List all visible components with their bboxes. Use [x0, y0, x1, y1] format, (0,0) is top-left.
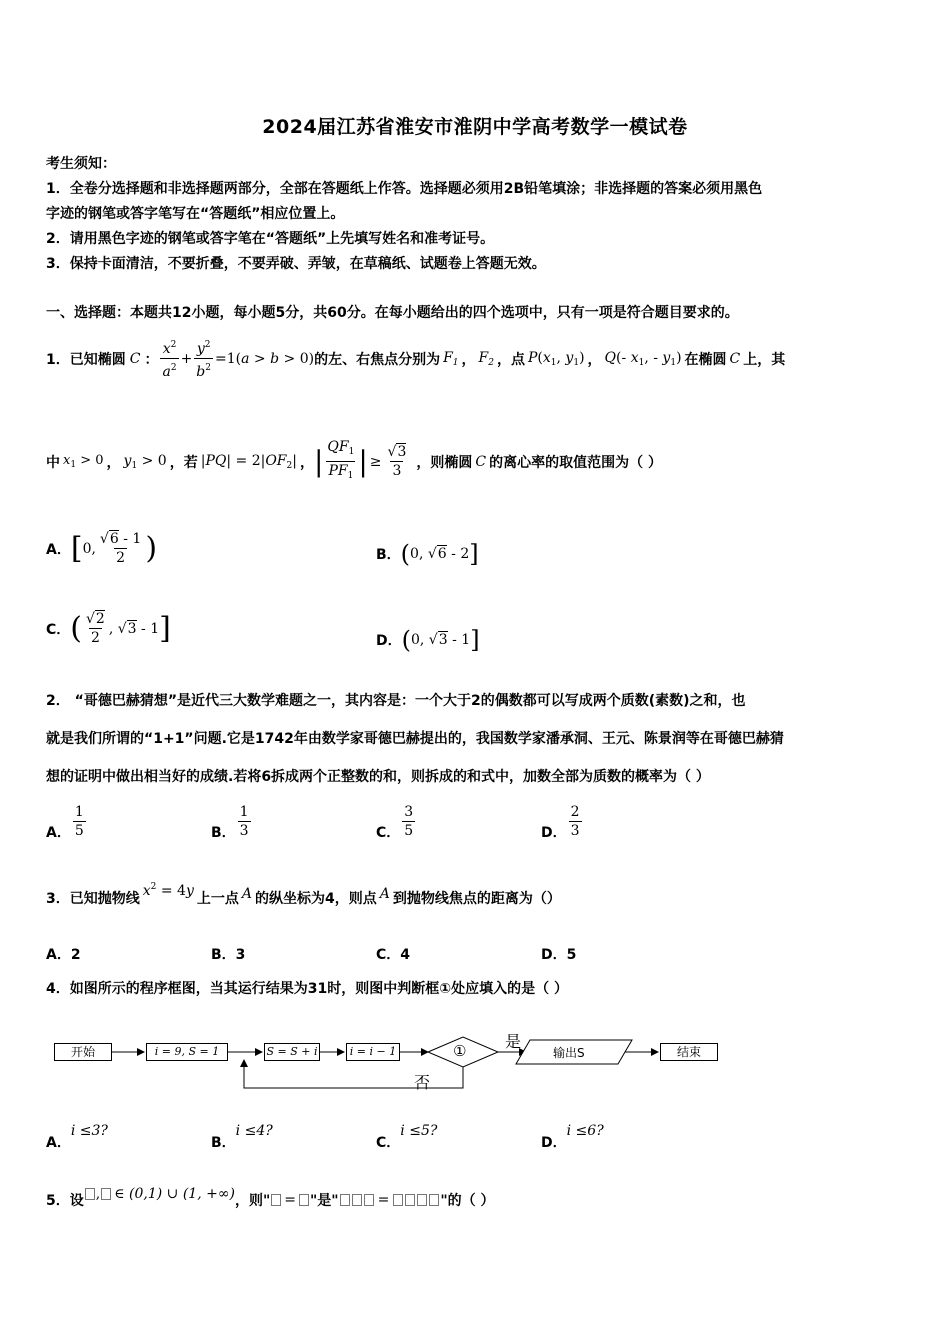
q3-option-b[interactable]: B．3	[211, 947, 246, 963]
flow-no-label: 否	[414, 1073, 431, 1092]
missing-glyph-icon	[352, 1194, 362, 1206]
q1-text-1: 1．已知椭圆	[46, 351, 126, 368]
notice-item-1b: 字迹的钢笔或答字笔写在“答题纸”相应位置上。	[46, 206, 345, 222]
missing-glyph-icon	[299, 1194, 309, 1206]
q1-text-2: 的左、右焦点分别为	[314, 351, 441, 368]
flow-yes-label: 是	[505, 1032, 522, 1051]
notice-heading: 考生须知：	[46, 156, 116, 172]
q2-option-b[interactable]: B． $\frac{1}{3}$	[211, 803, 249, 841]
flow-condition-label: ①	[453, 1042, 467, 1060]
section-heading: 一、选择题：本题共12小题，每小题5分，共60分。在每小题给出的四个选项中，只有一项是符合题目要求的。	[46, 305, 739, 321]
missing-glyph-icon	[271, 1194, 281, 1206]
q1-frac-x: $\frac{x^2}{a^2}$	[162, 340, 177, 380]
q1-text-3: ，点	[496, 351, 525, 368]
q2-option-a[interactable]: A． $\frac{1}{5}$	[46, 803, 84, 841]
flow-init: i = 9, S = 1	[146, 1043, 228, 1061]
flow-step-decrement: i = i − 1	[346, 1043, 400, 1061]
q4-option-d[interactable]: D．i ≤6?	[541, 1123, 604, 1151]
flow-end: 结束	[660, 1043, 718, 1061]
question-2-line-3: 想的证明中做出相当好的成绩.若将6拆成两个正整数的和，则拆成的和式中，加数全部为质数的概率为（ ）	[46, 769, 710, 785]
q2-option-d[interactable]: D． $\frac{2}{3}$	[541, 803, 580, 841]
q1-frac-y: $\frac{y^2}{b^2}$	[196, 340, 211, 380]
question-5: 5．设 , ∈ (0,1) ∪ (1, +∞) ，则" = "是" = "的（ ）	[46, 1186, 495, 1209]
q1-text-8: ，则椭圆	[416, 454, 473, 471]
q1-text-5: 上，其	[743, 351, 786, 368]
q1-ellipse-c: C	[129, 350, 141, 367]
q3-option-a[interactable]: A．2	[46, 947, 81, 963]
flow-step-sum: S = S + i	[264, 1043, 320, 1061]
missing-glyph-icon	[429, 1194, 439, 1206]
missing-glyph-icon	[101, 1188, 111, 1200]
notice-item-2: 2．请用黑色字迹的钢笔或答字笔在“答题纸”上先填写姓名和准考证号。	[46, 231, 495, 247]
q1-option-b[interactable]: B． ( 0, √6 - 2 ]	[376, 540, 479, 568]
question-4: 4．如图所示的程序框图，当其运行结果为31时，则图中判断框①处应填入的是（ ）	[46, 981, 568, 997]
q4-option-c[interactable]: C．i ≤5?	[376, 1123, 438, 1151]
missing-glyph-icon	[85, 1188, 95, 1200]
q3-option-c[interactable]: C．4	[376, 947, 411, 963]
flow-output-label: 输出S	[553, 1046, 585, 1060]
q1-text-4: 在椭圆	[684, 351, 727, 368]
question-2-line-2: 就是我们所谓的“1+1”问题.它是1742年由数学家哥德巴赫提出的，我国数学家潘承洞、王元、陈景润等在哥德巴赫猜	[46, 731, 784, 747]
q3-option-d[interactable]: D．5	[541, 947, 577, 963]
missing-glyph-icon	[405, 1194, 415, 1206]
q1-equation-rhs: =1(a > b > 0)	[215, 350, 315, 367]
question-2-line-1: 2． “哥德巴赫猜想”是近代三大数学难题之一，其内容是：一个大于2的偶数都可以写成两个质数(素数)之和，也	[46, 693, 746, 709]
q1-text-6: 中	[46, 454, 60, 471]
q1-text-7: ，若	[169, 454, 198, 471]
flowchart-lines	[0, 1020, 950, 1100]
question-1-line-1: 1．已知椭圆 C ： $\frac{x^2}{a^2}$ + $\frac{y^2}{b^2}$ =1(a > b > 0) 的左、右焦点分别为 $F_1$ ， $F_2$ ，点 $P(x_1$, $y_1$) ， Q(- $x_1$, - $y_1$) 在椭圆 C 上，其	[46, 336, 785, 381]
flowchart	[0, 1020, 950, 1100]
page-title: 2024届江苏省淮安市淮阴中学高考数学一模试卷	[262, 116, 688, 138]
missing-glyph-icon	[340, 1194, 350, 1206]
q4-option-b[interactable]: B．i ≤4?	[211, 1123, 273, 1151]
flow-start: 开始	[54, 1043, 112, 1061]
question-3: 3．已知抛物线 $x^2 = 4y$ 上一点 A 的纵坐标为4，则点 A 到抛物线焦点的距离为（）	[46, 881, 561, 907]
missing-glyph-icon	[417, 1194, 427, 1206]
q1-text-9: 的离心率的取值范围为（ ）	[489, 454, 662, 471]
missing-glyph-icon	[393, 1194, 403, 1206]
q1-option-c[interactable]: C． ( $\frac{√2}{2}$ , √3 - 1 ]	[46, 611, 171, 646]
notice-item-1a: 1．全卷分选择题和非选择题两部分，全部在答题纸上作答。选择题必须用2B铅笔填涂；非选择题的答案必须用黑色	[46, 181, 763, 197]
q2-option-c[interactable]: C． $\frac{3}{5}$	[376, 803, 414, 841]
q1-option-a[interactable]: A． [ 0, $\frac{√6 - 1}{2}$ )	[46, 531, 158, 566]
notice-item-3: 3．保持卡面清洁，不要折叠，不要弄破、弄皱，在草稿纸、试题卷上答题无效。	[46, 256, 546, 272]
q4-option-a[interactable]: A．i ≤3?	[46, 1123, 108, 1151]
question-1-line-2: 中 $x_1 > 0$ ， $y_1 > 0$ ，若 $|PQ| = 2|OF_2|$ ， | $\frac{QF_1}{PF_1}$ | ≥ $\frac{√3}{3}$ ，则椭圆 C 的离心率的取值范围为（ ）	[46, 438, 662, 485]
q1-option-d[interactable]: D． ( 0, √3 - 1 ]	[376, 626, 480, 654]
missing-glyph-icon	[364, 1194, 374, 1206]
